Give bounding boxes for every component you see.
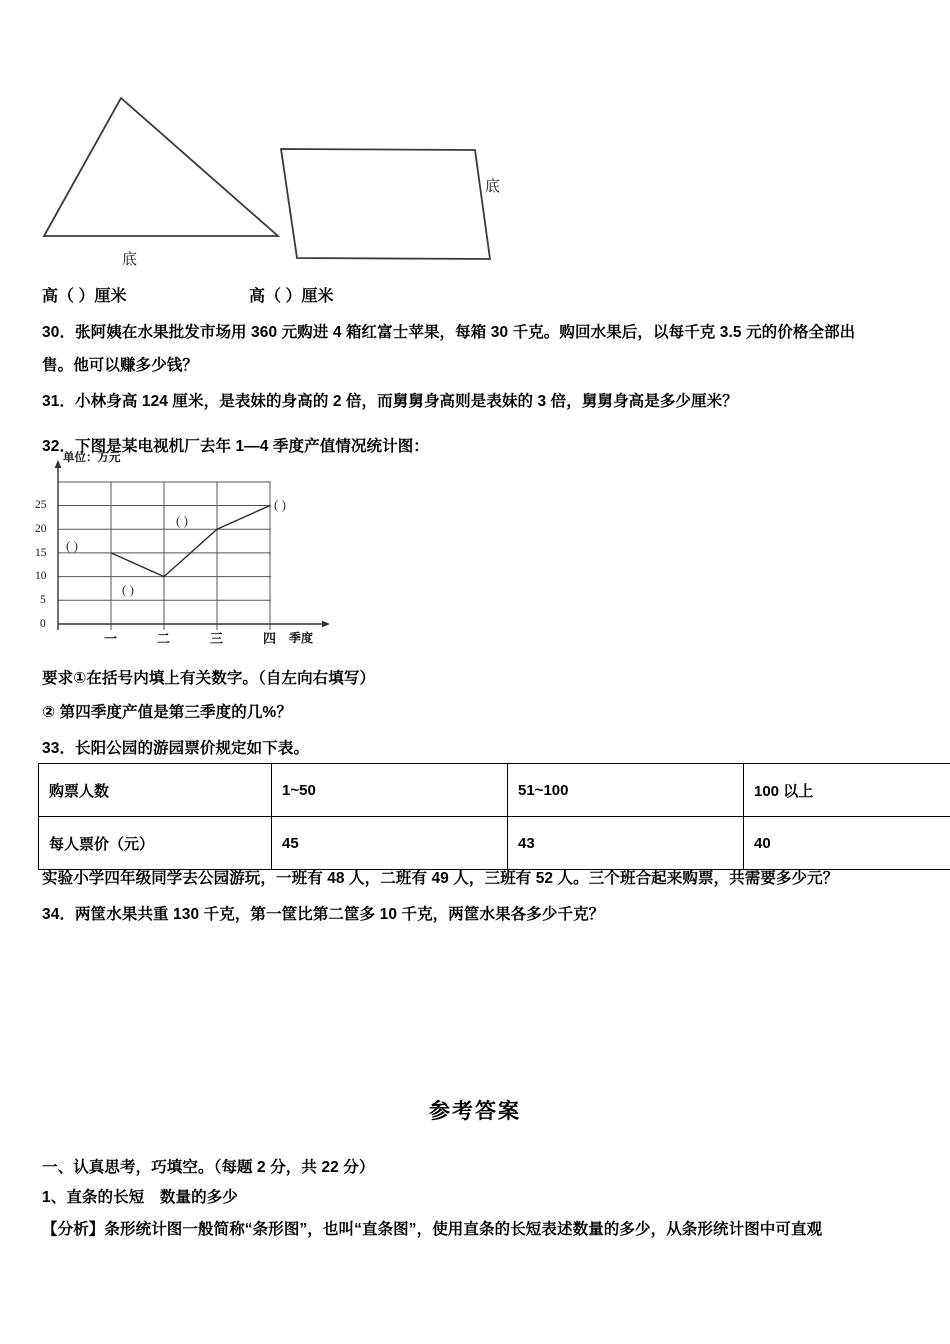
x-axis-name: 季度	[289, 631, 314, 645]
x-tick-q2: 二	[157, 631, 171, 646]
x-tick-q4: 四	[263, 631, 277, 646]
chart-blank-q3: ( )	[176, 513, 188, 528]
chart-blank-q2: ( )	[122, 582, 134, 597]
y-tick-10: 10	[35, 570, 47, 582]
chart-y-axis	[55, 460, 62, 630]
question-30-line-1: 30．张阿姨在水果批发市场用 360 元购进 4 箱红富士苹果，每箱 30 千克。购回水果后，以每千克 3.5 元的价格全部出	[42, 324, 856, 341]
geometry-figures	[0, 0, 950, 275]
triangle-shape	[44, 98, 278, 236]
chart-blank-q4: ( )	[274, 497, 286, 512]
parallelogram-base-label: 底	[485, 178, 501, 195]
table-cell-range-3: 100 以上	[744, 764, 950, 817]
question-34-line-1: 34．两筐水果共重 130 千克，第一筐比第二筐多 10 千克，两筐水果各多少千克？	[42, 906, 605, 923]
question-30-line-2: 售。他可以赚多少钱？	[42, 357, 199, 374]
table-row	[39, 764, 950, 817]
triangle-base-label: 底	[122, 251, 138, 268]
quarterly-output-line-chart	[35, 452, 366, 646]
question-32-requirement-1: 要求①在括号内填上有关数字。（自左向右填写）	[42, 670, 376, 687]
y-tick-0: 0	[40, 618, 46, 630]
table-cell-price-2: 43	[508, 817, 744, 870]
parallelogram-shape	[281, 149, 490, 259]
parallelogram-height-prompt: 高（ ）厘米	[249, 288, 334, 305]
x-tick-q3: 三	[210, 631, 224, 646]
x-tick-q1: 一	[104, 631, 118, 646]
table-cell-range-1: 1~50	[272, 764, 508, 817]
question-33-line-1: 33．长阳公园的游园票价规定如下表。	[42, 740, 310, 757]
ticket-price-table	[38, 763, 950, 870]
question-33-after-table: 实验小学四年级同学去公园游玩，一班有 48 人，二班有 49 人，三班有 52 人。三个班合起来购票，共需要多少元？	[42, 870, 839, 887]
table-cell-price-1: 45	[272, 817, 508, 870]
answers-analysis: 【分析】条形统计图一般简称“条形图”，也叫“直条图”，使用直条的长短表述数量的多少，从条形统计图中可直观	[42, 1221, 823, 1238]
y-tick-15: 15	[35, 547, 47, 559]
y-tick-5: 5	[40, 594, 46, 606]
table-row-header-price: 每人票价（元）	[39, 817, 272, 870]
chart-vertical-lines	[58, 482, 270, 630]
table-cell-price-3: 40	[744, 817, 950, 870]
y-tick-25: 25	[35, 499, 47, 511]
answers-section-heading: 一、认真思考，巧填空。（每题 2 分，共 22 分）	[42, 1159, 375, 1176]
question-31-line-1: 31．小林身高 124 厘米，是表妹的身高的 2 倍，而舅舅身高则是表妹的 3 倍，舅舅身高是多少厘米？	[42, 393, 738, 410]
question-32-requirement-2: ② 第四季度产值是第三季度的几%？	[42, 704, 292, 721]
table-row-header-people: 购票人数	[39, 764, 272, 817]
chart-blank-q1: ( )	[66, 538, 78, 553]
y-tick-20: 20	[35, 523, 47, 535]
answers-title: 参考答案	[429, 1100, 521, 1123]
triangle-height-prompt: 高（ ）厘米	[42, 288, 127, 305]
answers-item-1: 1、直条的长短 数量的多少	[42, 1189, 238, 1206]
chart-data-line	[111, 506, 270, 577]
table-cell-range-2: 51~100	[508, 764, 744, 817]
chart-svg	[36, 452, 366, 642]
table-row	[39, 817, 950, 870]
chart-unit-label: 单位：万元	[63, 452, 121, 464]
chart-x-axis	[58, 621, 330, 628]
figures-svg	[0, 0, 950, 275]
question-32-line-1: 32．下图是某电视机厂去年 1—4 季度产值情况统计图：	[42, 438, 429, 455]
